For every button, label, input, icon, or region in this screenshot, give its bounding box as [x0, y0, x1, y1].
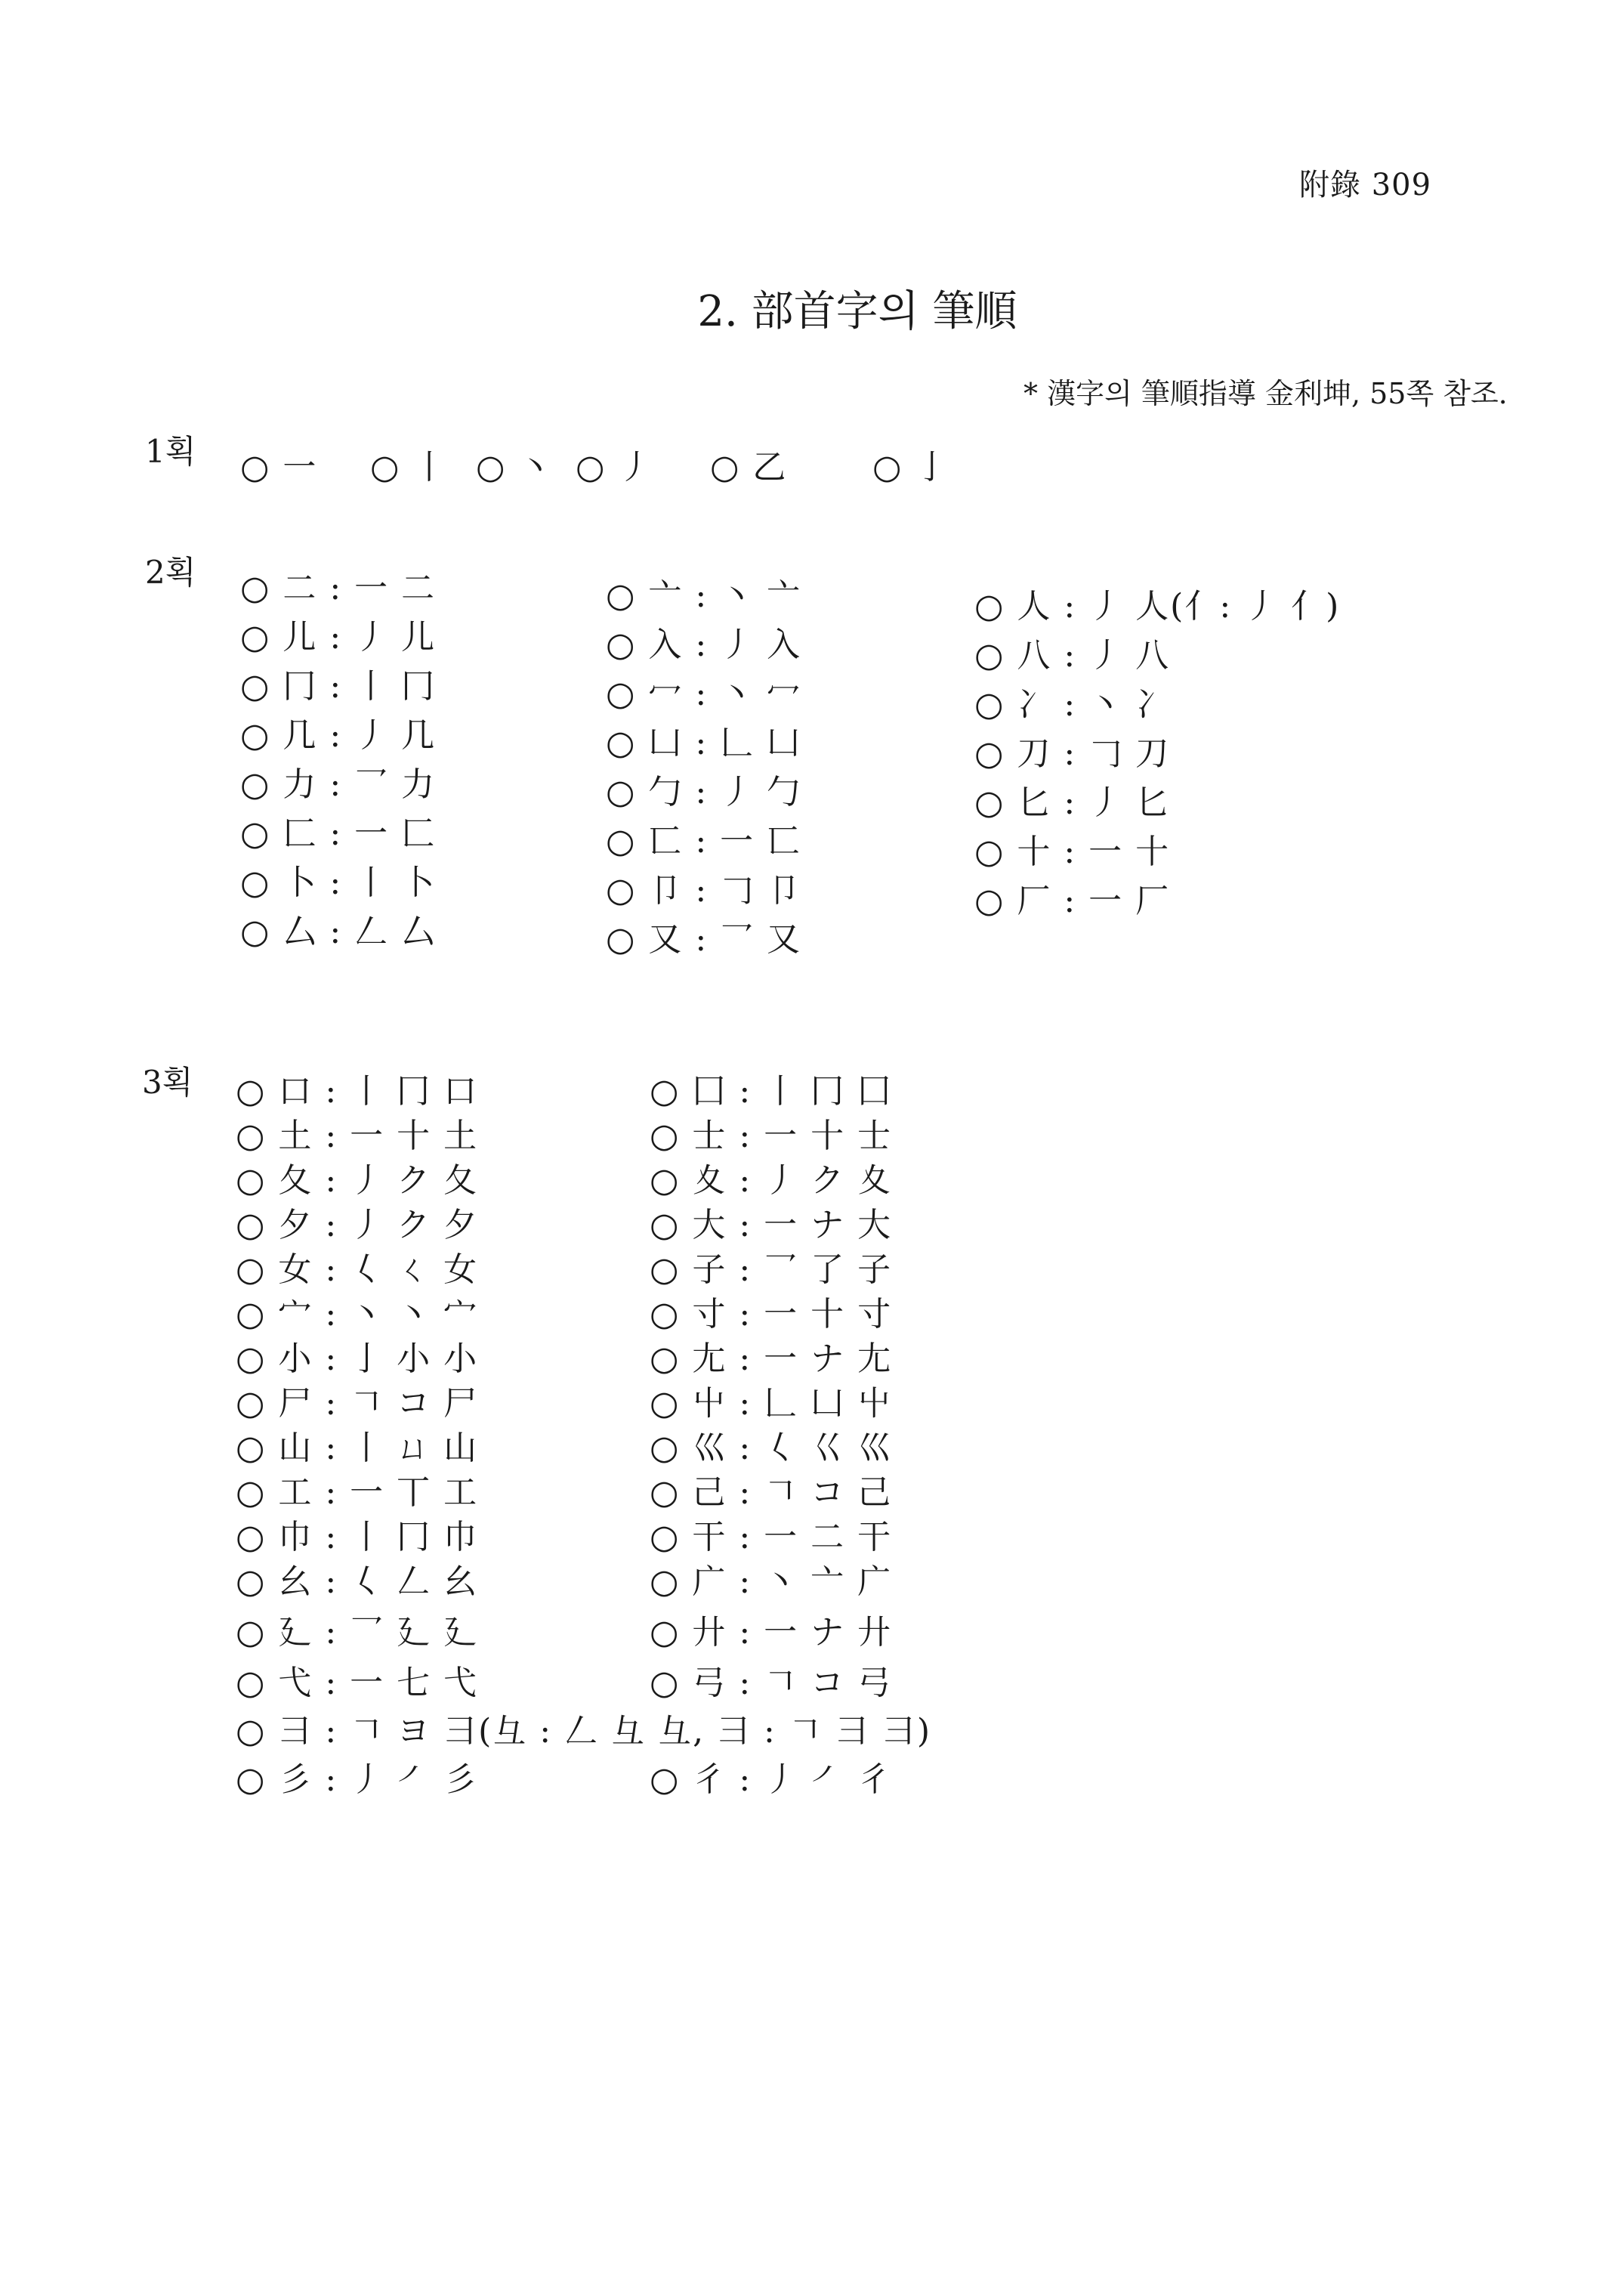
- stroke-item: ○ 人 : 丿 人(亻: 丿 亻): [974, 587, 1341, 626]
- stroke-item: ○ 小 : 亅 小 小: [236, 1340, 479, 1378]
- group-label-1: 1획: [145, 433, 196, 470]
- stroke-item: ○ 宀 : 丶 丶 宀: [236, 1295, 479, 1333]
- stroke-item: ○ 己 : 𠃍 コ 己: [650, 1473, 893, 1512]
- stroke-item: ○ 夕 : 丿 ク 夕: [236, 1206, 479, 1244]
- stroke-item: ○ 士 : 一 十 士: [650, 1117, 893, 1155]
- stroke-item: ○ 巾 : 丨 冂 巾: [236, 1518, 479, 1556]
- group-label-2: 2획: [145, 554, 196, 591]
- section-title: 2. 部首字의 筆順: [697, 287, 1017, 336]
- stroke-item: ○ 厶 : 𠃋 厶: [240, 913, 437, 951]
- stroke-item: ○ 土 : 一 十 土: [236, 1117, 479, 1155]
- stroke-item: ○ 力 : 乛 力: [240, 765, 437, 804]
- stroke-item: ○ 匸 : 一 匸: [606, 822, 802, 861]
- stroke-item: ○ 彳 : 丿 ㇒ 彳: [650, 1760, 893, 1799]
- stroke-item: ○ 廴 : 乛 廴 廴: [236, 1613, 479, 1652]
- stroke-item: ○ 八 : 丿 八: [974, 636, 1171, 675]
- stroke-item: ○ 丿: [576, 448, 653, 487]
- stroke-item: ○ 亅: [872, 448, 950, 487]
- stroke-item: ○ 凵 : 𠃊 凵: [606, 724, 802, 762]
- stroke-item: ○ 勹 : 丿 勹: [606, 773, 802, 811]
- stroke-item: ○ 厂 : 一 厂: [974, 882, 1171, 920]
- stroke-item: ○ 卩 : 𠃌 卩: [606, 871, 802, 910]
- stroke-item: ○ 卜 : 丨 卜: [240, 864, 437, 902]
- stroke-item: ○ 十 : 一 十: [974, 833, 1171, 871]
- stroke-item: ○ 屮 : 𠃊 凵 屮: [650, 1384, 893, 1423]
- page-header: 附錄 309: [1299, 168, 1432, 202]
- stroke-item: ○ 女 : 𡿨 ㄑ 女: [236, 1250, 479, 1289]
- stroke-item: ○ 亠 : 丶 亠: [606, 576, 802, 615]
- stroke-item: ○ 刀 : 𠃌 刀: [974, 734, 1171, 773]
- stroke-item: ○ 山 : 丨 ㄩ 山: [236, 1429, 479, 1467]
- stroke-item: ○ 乙: [710, 448, 788, 487]
- stroke-item: ○ 巛 : 𡿨 巜 巛: [650, 1429, 893, 1467]
- stroke-item: ○ 尢 : 一 ナ 尢: [650, 1340, 893, 1378]
- stroke-item: ○ 丨: [370, 448, 448, 487]
- stroke-item: ○ 匕 : 丿 匕: [974, 783, 1171, 822]
- stroke-item: ○ 口 : 丨 冂 口: [236, 1072, 479, 1111]
- stroke-item: ○ 夂 : 丿 ク 夂: [236, 1161, 479, 1200]
- stroke-item: ○ 干 : 一 二 干: [650, 1518, 893, 1556]
- group-label-3: 3획: [142, 1064, 193, 1101]
- stroke-item: ○ 囗 : 丨 冂 囗: [650, 1072, 893, 1111]
- stroke-item: ○ 又 : 乛 又: [606, 920, 802, 959]
- stroke-item: ○ 幺 : 𡿨 𠃋 幺: [236, 1562, 479, 1601]
- stroke-item: ○ 冖 : 丶 冖: [606, 675, 802, 713]
- stroke-item: ○ 冫 : 丶 冫: [974, 685, 1171, 724]
- stroke-item: ○ 工 : 一 丅 工: [236, 1473, 479, 1512]
- stroke-item: ○ 匚 : 一 匚: [240, 814, 437, 853]
- stroke-item: ○ 二 : 一 二: [240, 569, 437, 607]
- stroke-item: ○ 丶: [476, 448, 554, 487]
- stroke-item: ○ 大 : 一 ナ 大: [650, 1206, 893, 1244]
- stroke-item: ○ 冂 : 丨 冂: [240, 667, 437, 706]
- stroke-item: ○ 几 : 丿 几: [240, 716, 437, 755]
- stroke-item-wide: ○ 彐 : 𠃍 ヨ 彐(彑 : 𠃋 彑 彑, ⺕ : 𠃍 ⺕ ⺕): [236, 1712, 931, 1751]
- stroke-item: ○ 儿 : 丿 儿: [240, 618, 437, 657]
- stroke-item: ○ 广 : 丶 亠 广: [650, 1562, 893, 1601]
- stroke-item: ○ 夊 : 丿 ク 夊: [650, 1161, 893, 1200]
- stroke-item: ○ 廾 : 一 ナ 廾: [650, 1613, 893, 1652]
- stroke-item: ○ 弋 : 一 七 弋: [236, 1664, 479, 1702]
- stroke-item: ○ 寸 : 一 十 寸: [650, 1295, 893, 1333]
- stroke-item: ○ 一: [240, 448, 318, 487]
- stroke-item: ○ 入 : 丿 入: [606, 626, 802, 664]
- stroke-item: ○ 彡 : 丿 ㇒ 彡: [236, 1760, 479, 1799]
- stroke-item: ○ 尸 : 𠃍 コ 尸: [236, 1384, 479, 1423]
- reference-note: * 漢字의 筆順指導 金利坤, 55쪽 참조.: [1023, 377, 1508, 410]
- stroke-item: ○ 子 : 乛 了 子: [650, 1250, 893, 1289]
- stroke-item: ○ 弓 : 𠃍 コ 弓: [650, 1664, 893, 1702]
